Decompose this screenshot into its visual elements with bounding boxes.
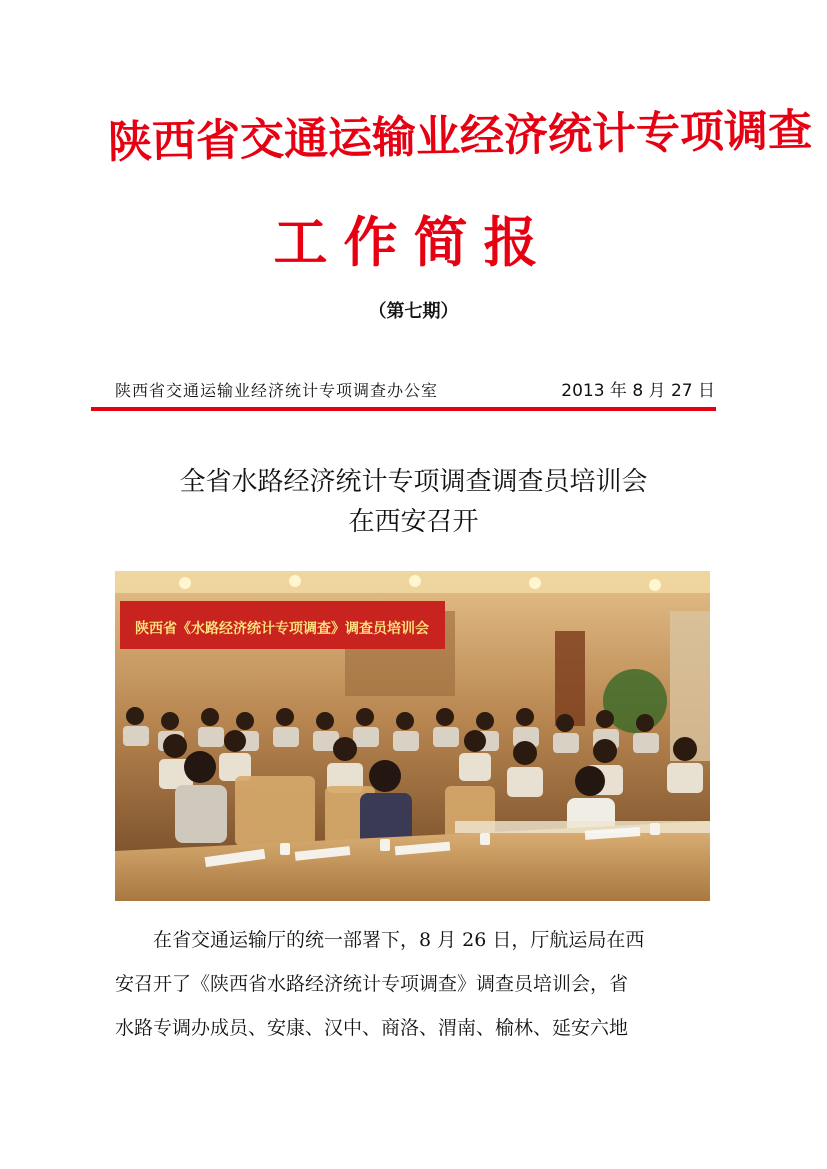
body-line: 安召开了《陕西省水路经济统计专项调查》调查员培训会，省 [115,973,629,995]
publisher-info-row [115,378,715,404]
headline-line-1: 全省水路经济统计专项调查调查员培训会 [179,467,648,497]
photo-banner-text: 陕西省《水路经济统计专项调查》调查员培训会 [135,621,429,637]
article-body [115,918,715,1050]
red-divider [91,407,716,411]
publish-date: 2013 年 8 月 27 日 [561,381,715,401]
headline-line-2: 在西安召开 [348,507,479,537]
masthead-subtitle: 工作简报 [273,210,554,274]
body-line: 水路专调办成员、安康、汉中、商洛、渭南、榆林、延安六地 [115,1017,629,1039]
publisher-office: 陕西省交通运输业经济统计专项调查办公室 [115,381,439,400]
training-meeting-photo [115,571,710,901]
photo-illustration [115,571,710,901]
wall-panel [555,631,585,726]
body-line: 在省交通运输厅的统一部署下，8 月 26 日，厅航运局在西 [115,929,645,951]
masthead-title: 陕西省交通运输业经济统计专项调查 [107,105,813,169]
article-headline [0,462,827,542]
issue-number: （第七期） [368,301,459,322]
